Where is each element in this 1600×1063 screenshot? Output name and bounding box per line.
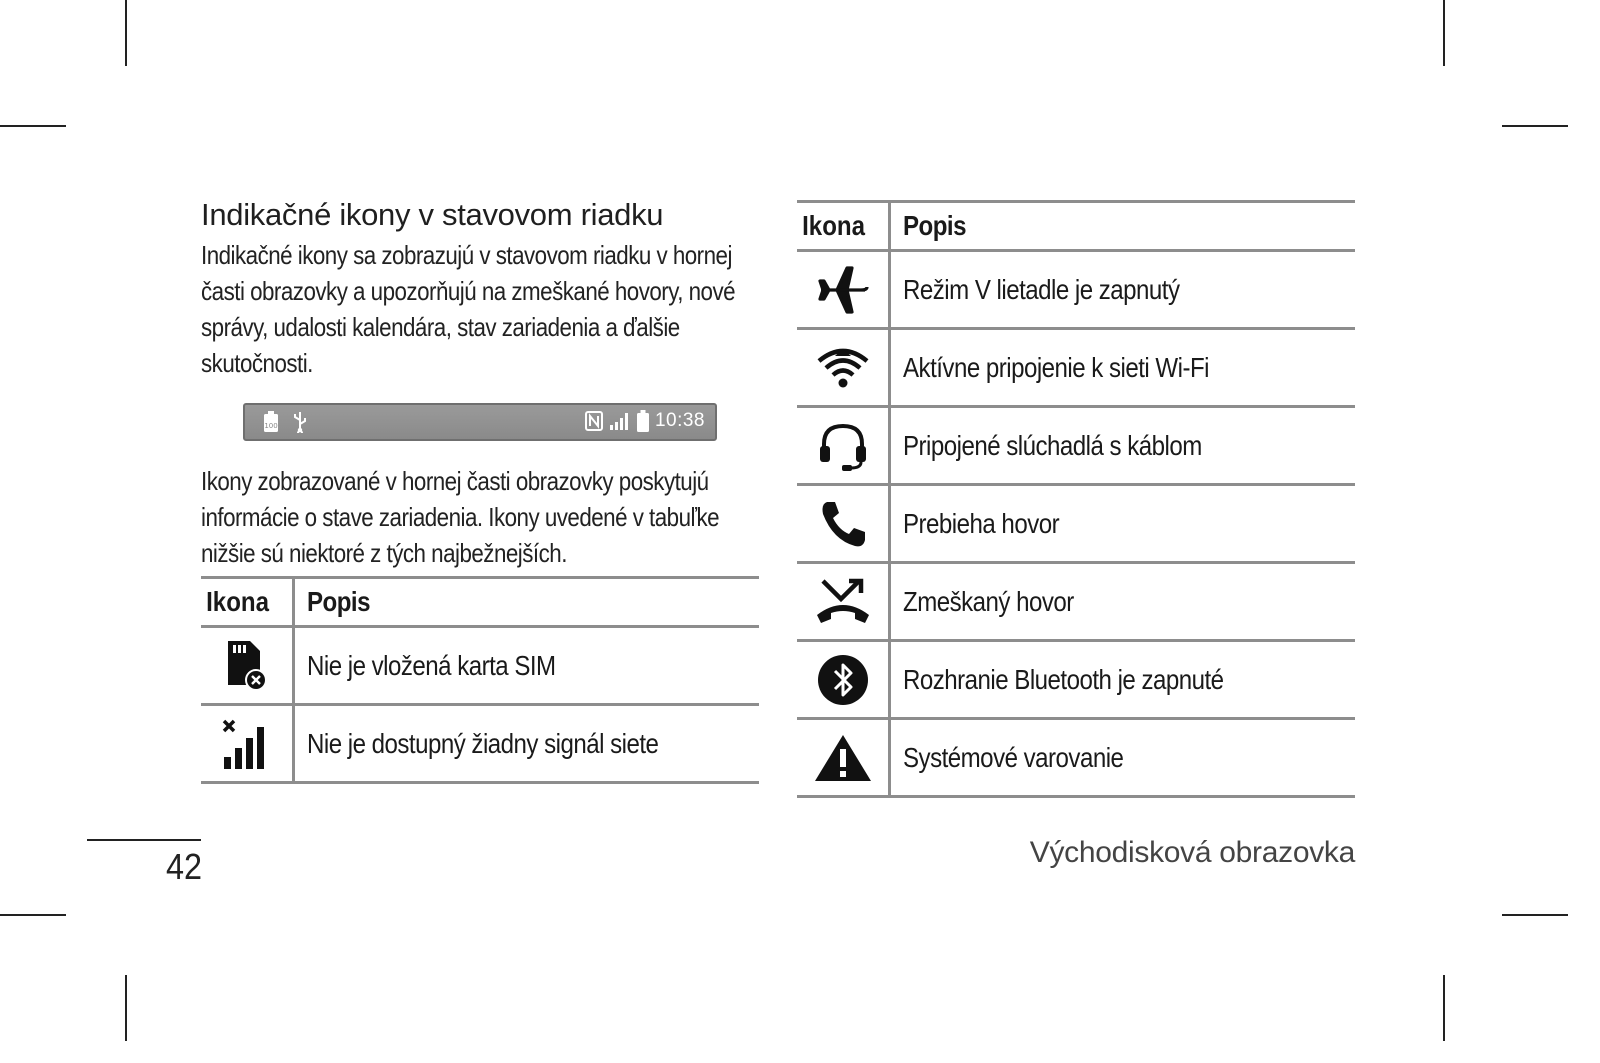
table-row <box>201 627 759 705</box>
crop-mark <box>1443 0 1445 66</box>
row-desc: Prebieha hovor <box>903 507 1060 539</box>
crop-mark <box>0 125 66 127</box>
table-row <box>797 719 1355 797</box>
crop-mark <box>1443 975 1445 1041</box>
call-icon <box>817 498 869 550</box>
row-desc: Zmeškaný hovor <box>903 585 1074 617</box>
icon-table-left <box>201 576 759 784</box>
page-number-rule <box>87 839 201 841</box>
crop-mark <box>1502 125 1568 127</box>
table-header <box>797 202 1355 251</box>
body-paragraph: Ikony zobrazované v hornej časti obrazovky poskytujú informácie o stave zariadenia. Ikony uvedené v tabuľke nižšie sú niektoré z tých najbežnejších. <box>201 466 720 569</box>
missed-call-icon <box>815 577 871 627</box>
col-icon-header: Ikona <box>797 202 890 251</box>
nfc-icon <box>585 411 603 431</box>
row-desc: Pripojené slúchadlá s káblom <box>903 429 1202 461</box>
battery-saver-icon <box>263 411 279 433</box>
table-row <box>797 563 1355 641</box>
crop-mark <box>125 975 127 1041</box>
status-time: 10:38 <box>654 410 705 432</box>
no-signal-icon <box>222 717 272 771</box>
row-desc: Rozhranie Bluetooth je zapnuté <box>903 663 1224 695</box>
page-number: 42 <box>166 846 203 887</box>
crop-mark <box>0 914 66 916</box>
headset-icon <box>817 420 869 472</box>
status-bar-example <box>243 403 717 441</box>
table-header <box>201 578 759 627</box>
col-desc-header: Popis <box>294 578 760 627</box>
bluetooth-icon <box>816 653 870 707</box>
icon-table-right <box>797 200 1355 798</box>
row-desc: Nie je vložená karta SIM <box>307 649 556 681</box>
table-row <box>797 407 1355 485</box>
col-icon-header: Ikona <box>201 578 294 627</box>
table-row <box>797 329 1355 407</box>
wifi-icon <box>815 345 871 391</box>
intro-paragraph: Indikačné ikony sa zobrazujú v stavovom riadku v hornej časti obrazovky a upozorňujú na zmeškané hovory, nové správy, udalosti kalendára, stav zariadenia a ďalšie skutočnosti. <box>201 240 736 379</box>
crop-mark <box>1502 914 1568 916</box>
svg-text:100: 100 <box>264 422 278 431</box>
signal-icon <box>609 411 631 431</box>
row-desc: Aktívne pripojenie k sieti Wi-Fi <box>903 351 1209 383</box>
battery-icon <box>637 410 649 432</box>
table-row <box>797 251 1355 329</box>
col-desc-header: Popis <box>890 202 1356 251</box>
no-sim-icon <box>224 639 270 693</box>
section-name: Východisková obrazovka <box>1029 836 1355 869</box>
row-desc: Nie je dostupný žiadny signál siete <box>307 727 659 759</box>
row-desc: Režim V lietadle je zapnutý <box>903 273 1180 305</box>
row-desc: Systémové varovanie <box>903 741 1124 773</box>
left-column <box>201 196 761 571</box>
table-row <box>797 485 1355 563</box>
crop-mark <box>125 0 127 66</box>
table-row <box>201 705 759 783</box>
table-row <box>797 641 1355 719</box>
airplane-icon <box>817 264 869 316</box>
usb-icon <box>293 411 307 433</box>
warning-icon <box>813 733 873 783</box>
section-title: Indikačné ikony v stavovom riadku <box>201 197 664 232</box>
